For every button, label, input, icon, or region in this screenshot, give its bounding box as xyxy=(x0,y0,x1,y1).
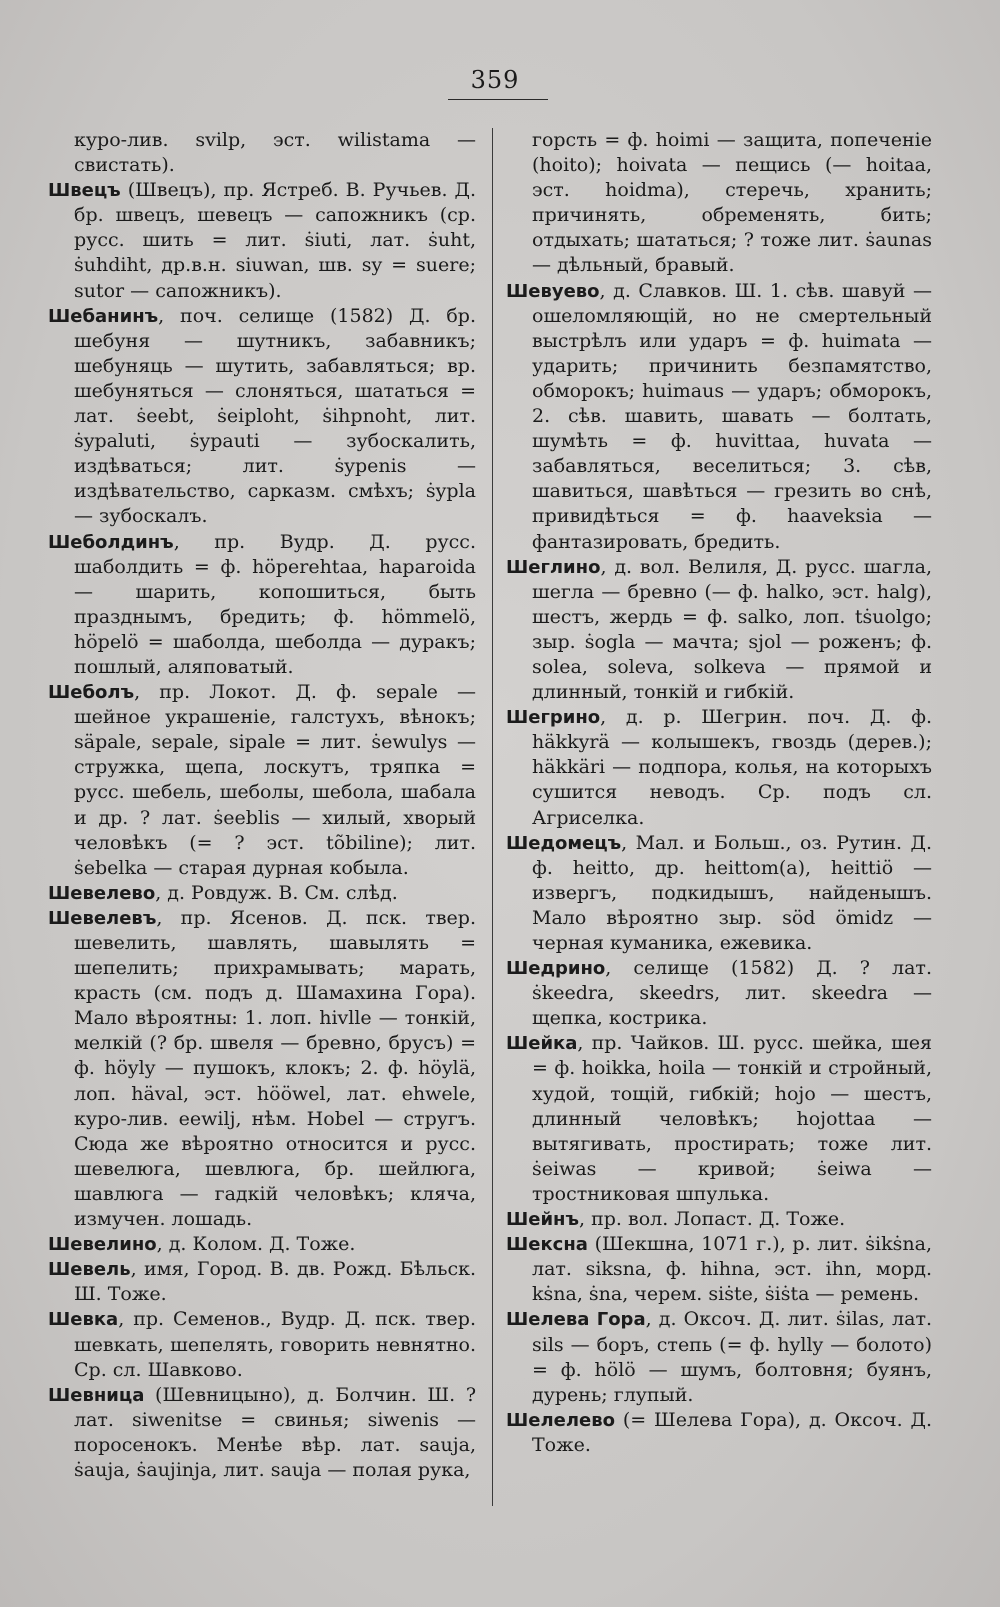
entry-text: (= Шелева Гора), д. Оксоч. Д. Тоже. xyxy=(532,1408,932,1456)
entry-text: (Швецъ), пр. Ястреб. В. Ручьев. Д. бр. швецъ, шевецъ — сапожникъ (ср. русс. шить = лит. ṡiuti, лат. ṡuht, ṡuhdiht, др.в.н. siuwan, шв. sy = suere; sutor — сапожникъ). xyxy=(74,179,476,302)
entry-headword: Шедрино xyxy=(506,958,606,980)
right-column xyxy=(506,128,932,1458)
entry-text: , селище (1582) Д. ? лат. ṡkeedra, skeedrs, лит. skeedra — щепка, кострика. xyxy=(532,957,932,1030)
entry-headword: Шевница xyxy=(48,1384,145,1406)
entry-headword: Шевелево xyxy=(48,882,156,904)
entry-headword: Шевка xyxy=(48,1309,119,1331)
dictionary-entry xyxy=(506,555,932,706)
dictionary-entry xyxy=(48,304,476,530)
dictionary-entry xyxy=(506,1408,932,1458)
dictionary-entry xyxy=(48,128,476,178)
dictionary-entry xyxy=(506,956,932,1031)
entry-text: , поч. селище (1582) Д. бр. шебуня — шутникъ, забавникъ; шебуняць — шутить, забавляться; вр. шебуняться — слоняться, шататься = лат. ṡeebt, ṡeiploht, ṡihpnoht, лит. ṡypaluti, ṡypauti — зубоскалить, издѣваться; лит. ṡypenis — издѣвательство, сарказм. смѣхъ; ṡypla — зубоскалъ. xyxy=(74,304,476,528)
entry-text: , пр. Семенов., Вудр. Д. пск. твер. шевкать, шепелять, говорить невнятно. Ср. сл. Шавково. xyxy=(74,1308,476,1381)
dictionary-entry xyxy=(48,680,476,881)
dictionary-entry xyxy=(48,906,476,1232)
entry-text: , д. Оксоч. Д. лит. ṡilas, лат. sils — боръ, степь (= ф. hylly — болото) = ф. hölö — шумъ, болтовня; буянъ, дурень; глупый. xyxy=(532,1308,932,1406)
dictionary-entry xyxy=(48,530,476,681)
dictionary-entry xyxy=(506,831,932,956)
entry-text: (Шекшна, 1071 г.), р. лит. ṡikṡna, лат. siksna, ф. hihna, эст. ihn, морд. kṡna, ṡna, черем. siṡte, ṡiṡta — ремень. xyxy=(532,1233,932,1306)
entry-text: , пр. Локот. Д. ф. sepale — шейное украшеніе, галстухъ, вѣнокъ; säpale, sepale, sipale = лит. ṡewulys — стружка, щепа, лоскутъ, тряпка = русс. шебель, шеболы, шебола, шабала и др. ? лат. ṡeeblis — хилый, хворый человѣкъ (= ? эст. tõbiline); лит. ṡebelka — старая дурная кобыла. xyxy=(74,681,476,879)
entry-text: куро-лив. svilp, эст. wilistama — свистать). xyxy=(74,129,476,177)
dictionary-entry xyxy=(506,1307,932,1407)
column-divider xyxy=(492,128,493,1506)
entry-text: , Мал. и Больш., оз. Рутин. Д. ф. heitto, др. heittom(a), heittiö — извергъ, подкидышъ, найденышъ. Мало вѣроятно зыр. söd ömidz — черная куманика, ежевика. xyxy=(532,831,932,954)
entry-text: , пр. Вудр. Д. русс. шаболдить = ф. höperehtaa, haparoida — шарить, копошиться, быть празднымъ, бредить; ф. hömmelö, höpelö = шаболда, шеболда — дуракъ; пошлый, аляповатый. xyxy=(74,530,476,678)
entry-text: , пр. Чайков. Ш. русс. шейка, шея = ф. hoikka, hoila — тонкій и стройный, худой, тощій, гибкій; hojo — шестъ, длинный человѣкъ; hojottaa — вытягивать, простирать; тоже лит. ṡeiwas — кривой; ṡeiwa — тростниковая шпулька. xyxy=(532,1032,932,1205)
entry-text: , пр. Ясенов. Д. пск. твер. шевелить, шавлять, шавылять = шепелить; прихрамывать; марать, красть (см. подъ д. Шамахина Гора). Мало вѣроятны: 1. лоп. hivlle — тонкій, мелкій (? бр. швеля — бревно, брусъ) = ф. höyly — пушокъ, клокъ; 2. ф. höylä, лоп. häval, эст. hööwel, лат. ehwele, куро-лив. eewilj, нѣм. Hobel — стругъ. Сюда же вѣроятно относится и русс. шевелюга, шевлюга, бр. шейлюга, шавлюга — гадкій человѣкъ; кляча, измучен. лошадь. xyxy=(74,906,476,1231)
dictionary-entry xyxy=(48,1232,476,1257)
dictionary-entry xyxy=(506,705,932,830)
entry-headword: Шевель xyxy=(48,1259,131,1281)
entry-text: (Шевницыно), д. Болчин. Ш. ? лат. siwenitse = свинья; siwenis — поросенокъ. Менѣе вѣр. лат. sauja, ṡauja, ṡaujinja, лит. sauja — полая рука, xyxy=(74,1383,476,1481)
dictionary-entry xyxy=(48,881,476,906)
dictionary-entry xyxy=(48,1257,476,1307)
entry-text: , д. Ровдуж. В. См. слѣд. xyxy=(155,881,398,904)
entry-headword: Шевуево xyxy=(506,280,600,302)
dictionary-entry xyxy=(48,1383,476,1483)
dictionary-entry xyxy=(48,1307,476,1382)
entry-headword: Шеглино xyxy=(506,556,601,578)
entry-headword: Шеболъ xyxy=(48,682,135,704)
entry-headword: Шегрино xyxy=(506,707,601,729)
entry-headword: Шелева Гора xyxy=(506,1309,646,1331)
entry-text: горсть = ф. hoimi — защита, попеченіе (hoito); hoivata — пещись (— hoitaa, эст. hoidma), стеречь, хранить; причинять, обременять, бить; отдыхать; шататься; ? тоже лит. ṡaunas — дѣльный, бравый. xyxy=(532,129,932,277)
entry-text: , д. вол. Велиля, Д. русс. шагла, шегла — бревно (— ф. halko, эст. halg), шестъ, жердь = ф. salko, лоп. tṡuolgo; зыр. ṡogla — мачта; sjol — роженъ; ф. solea, soleva, solkeva — прямой и длинный, тонкій и гибкій. xyxy=(532,555,932,704)
entry-text: , д. Славков. Ш. 1. сѣв. шавуй — ошеломляющій, но не смертельный выстрѣлъ или ударъ = ф. huimata — ударить; причинить безпамятство, обморокъ; huimaus — ударъ; обморокъ, 2. сѣв. шавить, шавать — болтать, шумѣть = ф. huvittaa, huvata — забавляться, веселиться; 3. сѣв, шавиться, шавѣться — грезить во снѣ, привидѣться = ф. haaveksia — фантазировать, бредить. xyxy=(532,279,932,553)
entry-headword: Шевелевъ xyxy=(48,907,157,929)
entry-headword: Шевелино xyxy=(48,1234,157,1256)
entry-headword: Шеболдинъ xyxy=(48,531,174,553)
dictionary-entry xyxy=(48,178,476,303)
entry-headword: Шексна xyxy=(506,1234,588,1256)
left-column xyxy=(48,128,476,1483)
entry-headword: Шейка xyxy=(506,1033,578,1055)
entry-text: , д. р. Шегрин. поч. Д. ф. häkkyrä — колышекъ, гвоздь (дерев.); häkkäri — подпора, колья, на которыхъ сушится неводъ. Ср. подъ сл. Агриселка. xyxy=(532,706,932,829)
entry-text: , д. Колом. Д. Тоже. xyxy=(156,1233,356,1256)
dictionary-entry xyxy=(506,1031,932,1207)
dictionary-entry xyxy=(506,1207,932,1232)
entry-headword: Шебанинъ xyxy=(48,305,159,327)
entry-headword: Шелелево xyxy=(506,1409,615,1431)
dictionary-entry xyxy=(506,128,932,279)
entry-headword: Шейнъ xyxy=(506,1209,580,1231)
entry-text: , пр. вол. Лопаст. Д. Тоже. xyxy=(579,1208,846,1231)
entry-text: , имя, Город. В. дв. Рожд. Бѣльск. Ш. Тоже. xyxy=(74,1258,476,1306)
entry-headword: Швецъ xyxy=(48,180,121,202)
page-number: 359 xyxy=(470,66,520,94)
page-number-rule xyxy=(448,99,548,100)
entry-headword: Шедомецъ xyxy=(506,832,622,854)
dictionary-entry xyxy=(506,279,932,555)
dictionary-entry xyxy=(506,1232,932,1307)
